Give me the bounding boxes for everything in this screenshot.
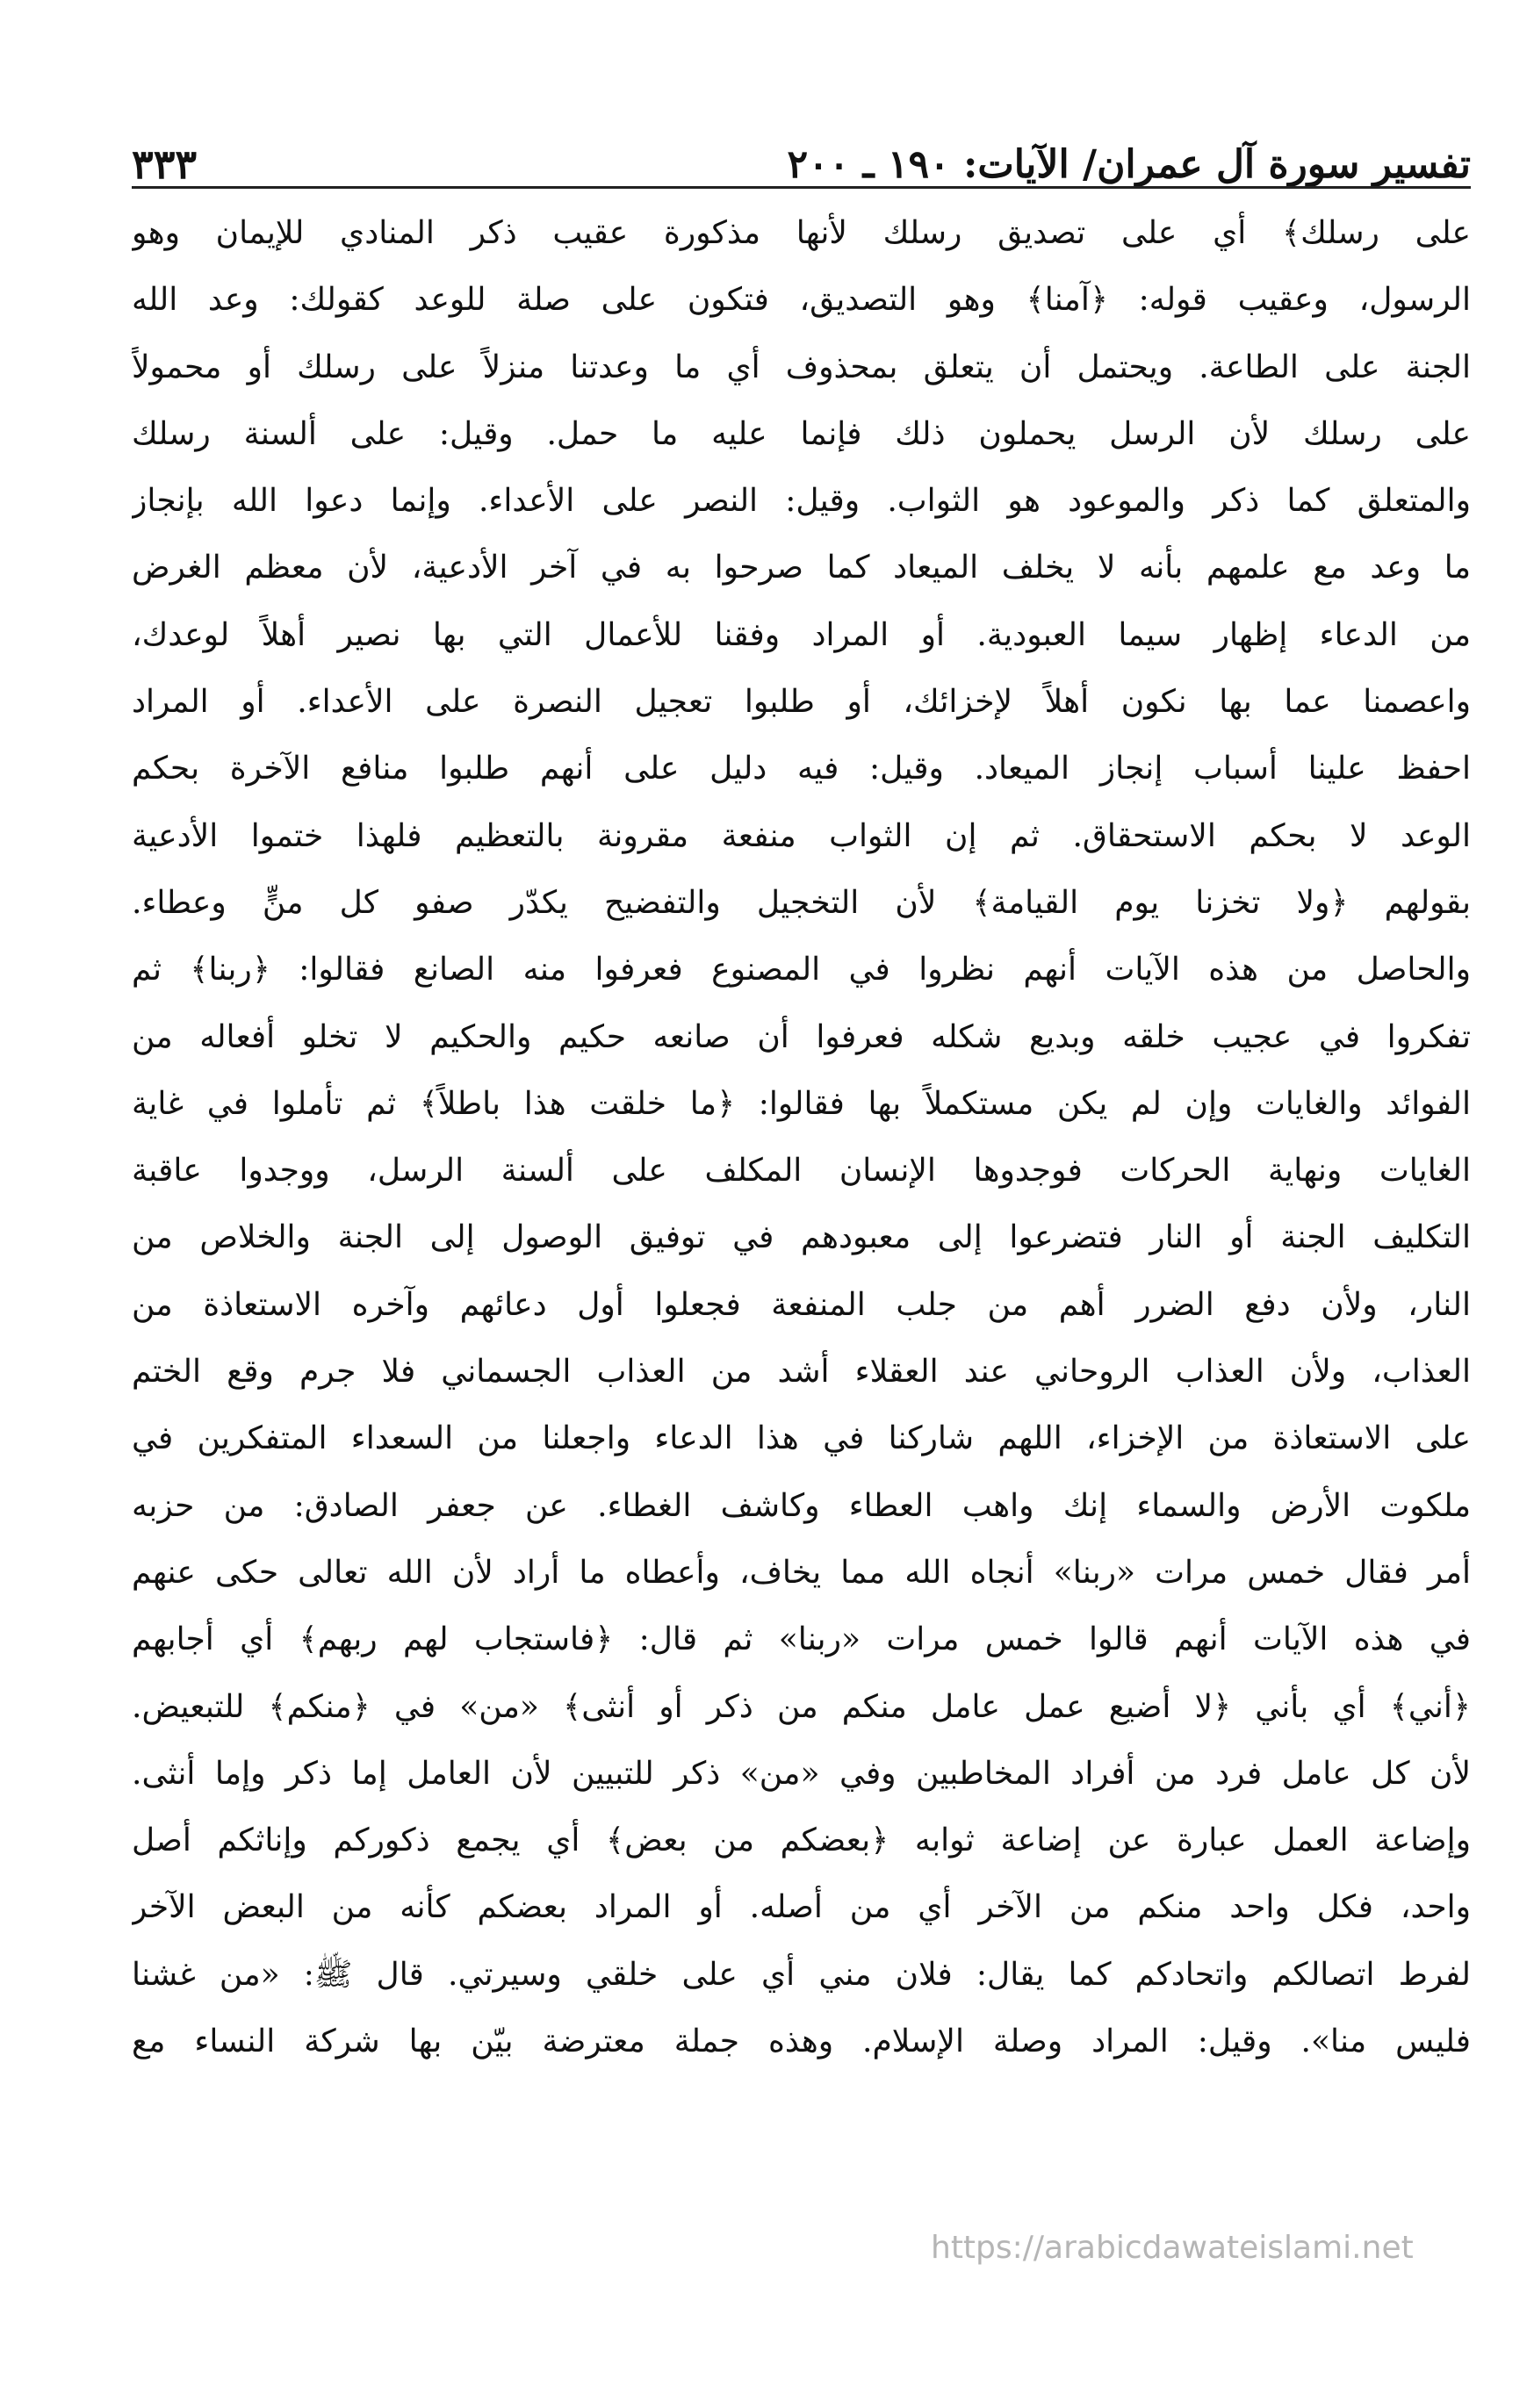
- text-line: الرسول، وعقيب قوله: ﴿آمنا﴾ وهو التصديق، فتكون على صلة للوعد كقولك: وعد الله: [132, 282, 1471, 319]
- text-line: والحاصل من هذه الآيات أنهم نظروا في المصنوع فعرفوا منه الصانع فقالوا: ﴿ربنا﴾ ثم: [132, 952, 1471, 988]
- text-line: والمتعلق كما ذكر والموعود هو الثواب. وقيل: النصر على الأعداء. وإنما دعوا الله بإنجاز: [132, 483, 1471, 520]
- text-line: الغايات ونهاية الحركات فوجدوها الإنسان المكلف على ألسنة الرسل، ووجدوا عاقبة: [132, 1153, 1471, 1190]
- page-number: ٣٣٣: [132, 140, 198, 188]
- text-line: ﴿أني﴾ أي بأني ﴿لا أضيع عمل عامل منكم من ذكر أو أنثى﴾ «من» في ﴿منكم﴾ للتبعيض.: [132, 1688, 1471, 1725]
- watermark-url: https://arabicdawateislami.net: [931, 2230, 1414, 2266]
- text-line: على الاستعاذة من الإخزاء، اللهم شاركنا في هذا الدعاء واجعلنا من السعداء المتفكرين في: [132, 1420, 1471, 1457]
- text-line: في هذه الآيات أنهم قالوا خمس مرات «ربنا» ثم قال: ﴿فاستجاب لهم ربهم﴾ أي أجابهم: [132, 1621, 1471, 1658]
- text-line: النار، ولأن دفع الضرر أهم من جلب المنفعة فجعلوا أول دعائهم وآخره الاستعاذة من: [132, 1286, 1471, 1323]
- text-line: أمر فقال خمس مرات «ربنا» أنجاه الله مما يخاف، وأعطاه ما أراد لأن الله تعالى حكى عنهم: [132, 1554, 1471, 1591]
- header-rule: [132, 186, 1471, 189]
- text-line: وإضاعة العمل عبارة عن إضاعة ثوابه ﴿بعضكم من بعض﴾ أي يجمع ذكوركم وإناثكم أصل: [132, 1822, 1471, 1859]
- text-line: العذاب، ولأن العذاب الروحاني عند العقلاء أشد من العذاب الجسماني فلا جرم وقع الختم: [132, 1354, 1471, 1391]
- body-text: [132, 200, 1471, 2075]
- text-line: على رسلك﴾ أي على تصديق رسلك لأنها مذكورة عقيب ذكر المنادي للإيمان وهو: [132, 215, 1471, 251]
- text-line: بقولهم ﴿ولا تخزنا يوم القيامة﴾ لأن التخجيل والتفضيح يكدّر صفو كل منٍّ وعطاء.: [132, 884, 1471, 921]
- text-line: احفظ علينا أسباب إنجاز الميعاد. وقيل: فيه دليل على أنهم طلبوا منافع الآخرة بحكم: [132, 751, 1471, 787]
- text-line: على رسلك لأن الرسل يحملون ذلك فإنما عليه ما حمل. وقيل: على ألسنة رسلك: [132, 415, 1471, 452]
- text-line: لفرط اتصالكم واتحادكم كما يقال: فلان مني أي على خلقي وسيرتي. قال ﷺ: «من غشنا: [132, 1956, 1471, 1993]
- text-line: من الدعاء إظهار سيما العبودية. أو المراد وفقنا للأعمال التي بها نصير أهلاً لوعدك،: [132, 616, 1471, 653]
- text-line: التكليف الجنة أو النار فتضرعوا إلى معبودهم في توفيق الوصول إلى الجنة والخلاص من: [132, 1219, 1471, 1256]
- running-head: [132, 114, 1471, 188]
- text-line: لأن كل عامل فرد من أفراد المخاطبين وفي «من» ذكر للتبيين لأن العامل إما ذكر وإما أنثى.: [132, 1755, 1471, 1792]
- text-line: الفوائد والغايات وإن لم يكن مستكملاً بها فقالوا: ﴿ما خلقت هذا باطلاً﴾ ثم تأملوا في غاية: [132, 1085, 1471, 1122]
- text-line: تفكروا في عجيب خلقه وبديع شكله فعرفوا أن صانعه حكيم والحكيم لا تخلو أفعاله من: [132, 1018, 1471, 1055]
- text-line: فليس منا». وقيل: المراد وصلة الإسلام. وهذه جملة معترضة بيّن بها شركة النساء مع: [132, 2023, 1471, 2060]
- text-line: ما وعد مع علمهم بأنه لا يخلف الميعاد كما صرحوا به في آخر الأدعية، لأن معظم الغرض: [132, 550, 1471, 586]
- text-line: ملكوت الأرض والسماء إنك واهب العطاء وكاشف الغطاء. عن جعفر الصادق: من حزبه: [132, 1487, 1471, 1524]
- text-line: الوعد لا بحكم الاستحقاق. ثم إن الثواب منفعة مقرونة بالتعظيم فلهذا ختموا الأدعية: [132, 817, 1471, 854]
- text-line: واحد، فكل واحد منكم من الآخر أي من أصله. أو المراد بعضكم كأنه من البعض الآخر: [132, 1889, 1471, 1926]
- text-line: الجنة على الطاعة. ويحتمل أن يتعلق بمحذوف أي ما وعدتنا منزلاً على رسلك أو محمولاً: [132, 349, 1471, 385]
- text-line: واعصمنا عما بها نكون أهلاً لإخزائك، أو طلبوا تعجيل النصرة على الأعداء. أو المراد: [132, 684, 1471, 721]
- running-title: تفسير سورة آل عمران/ الآيات: ١٩٠ ـ ٢٠٠: [787, 142, 1471, 187]
